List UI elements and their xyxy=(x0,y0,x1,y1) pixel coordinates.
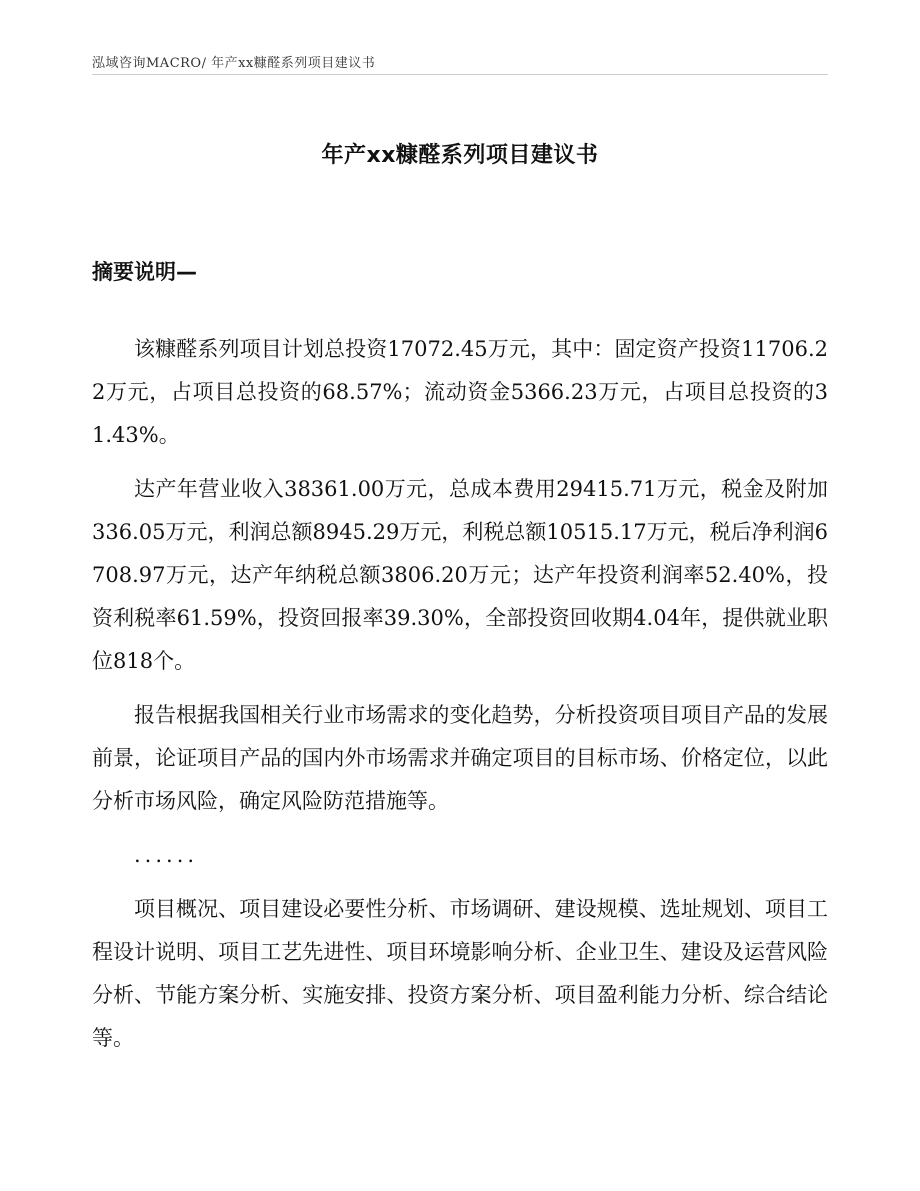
document-header-breadcrumb: 泓域咨询MACRO/ 年产xx糠醛系列项目建议书 xyxy=(92,56,376,71)
header-divider xyxy=(92,74,828,75)
paragraph-financials: 达产年营业收入38361.00万元，总成本费用29415.71万元，税金及附加336.05万元，利润总额8945.29万元，利税总额10515.17万元，税后净利润6708.97万元，达产年纳税总额3806.20万元；达产年投资利润率52.40%，投资利税率61.59%，投资回报率39.30%，全部投资回收期4.04年，提供就业职位818个。 xyxy=(92,477,828,673)
paragraph-market-analysis: 报告根据我国相关行业市场需求的变化趋势，分析投资项目项目产品的发展前景，论证项目产品的国内外市场需求并确定项目的目标市场、价格定位，以此分析市场风险，确定风险防范措施等。 xyxy=(92,703,828,813)
document-title: 年产xx糠醛系列项目建议书 xyxy=(321,143,599,168)
paragraph-investment: 该糠醛系列项目计划总投资17072.45万元，其中：固定资产投资11706.22万元，占项目总投资的68.57%；流动资金5366.23万元，占项目总投资的31.43%。 xyxy=(92,337,828,447)
document-body xyxy=(92,328,828,1060)
paragraph-contents-overview: 项目概况、项目建设必要性分析、市场调研、建设规模、选址规划、项目工程设计说明、项目工艺先进性、项目环境影响分析、企业卫生、建设及运营风险分析、节能方案分析、实施安排、投资方案分析、项目盈利能力分析、综合结论等。 xyxy=(92,897,828,1050)
section-heading-summary: 摘要说明— xyxy=(92,260,197,284)
paragraph-ellipsis: ...... xyxy=(134,843,199,867)
